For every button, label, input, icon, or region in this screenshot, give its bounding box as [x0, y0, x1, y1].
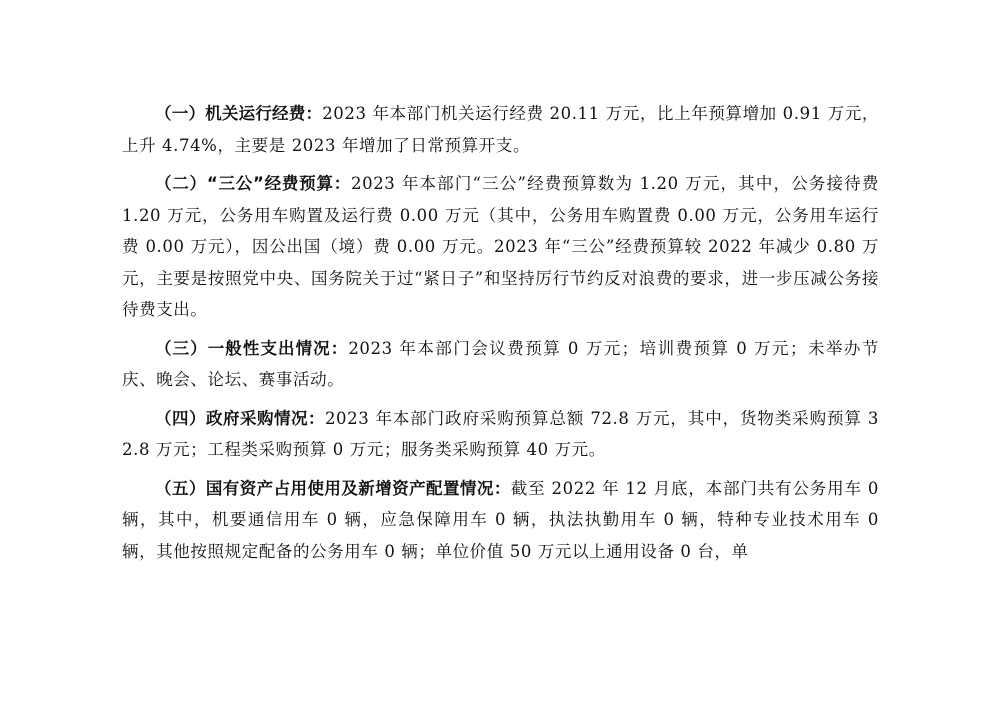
paragraph-state-assets: [122, 473, 879, 568]
section-body: 2023 年本部门机关运行经费 20.11 万元，比上年预算增加 0.91 万元，上升 4.74%，主要是 2023 年增加了日常预算开支。: [122, 104, 880, 155]
section-body: 2023 年本部门会议费预算 0 万元；培训费预算 0 万元；未举办节庆、晚会、论坛、赛事活动。: [122, 338, 879, 389]
paragraph-general-expenditure: [122, 333, 879, 396]
section-body: 截至 2022 年 12 月底，本部门共有公务用车 0 辆，其中，机要通信用车 0 辆，应急保障用车 0 辆，执法执勤用车 0 辆，特种专业技术用车 0 辆，其他按照规定配备的公务用车 0 辆；单位价值 50 万元以上通用设备 0 台，单: [122, 478, 879, 561]
section-heading: （五）国有资产占用使用及新增资产配置情况：: [155, 478, 511, 498]
section-heading: （一）机关运行经费：: [155, 104, 323, 123]
section-heading: （四）政府采购情况：: [155, 408, 325, 428]
section-heading: （二）“三公”经费预算：: [155, 174, 352, 193]
paragraph-government-procurement: [122, 403, 879, 466]
section-body: 2023 年本部门“三公”经费预算数为 1.20 万元，其中，公务接待费 1.20 万元，公务用车购置及运行费 0.00 万元（其中，公务用车购置费 0.00 万元，公务用车运行费 0.00 万元），因公出国（境）费 0.00 万元。2023 年“三公”经费预算较 2022 年减少 0.80 万元，主要是按照党中央、国务院关于过“紧日子”和坚持厉行节约反对浪费的要求，进一步压减公务接待费支出。: [122, 174, 880, 319]
document-page: [122, 98, 879, 574]
section-heading: （三）一般性支出情况：: [155, 338, 349, 358]
paragraph-three-public-expenses: [122, 168, 879, 326]
section-body: 2023 年本部门政府采购预算总额 72.8 万元，其中，货物类采购预算 32.8 万元；工程类采购预算 0 万元；服务类采购预算 40 万元。: [122, 408, 879, 459]
paragraph-operating-funds: [122, 98, 879, 161]
